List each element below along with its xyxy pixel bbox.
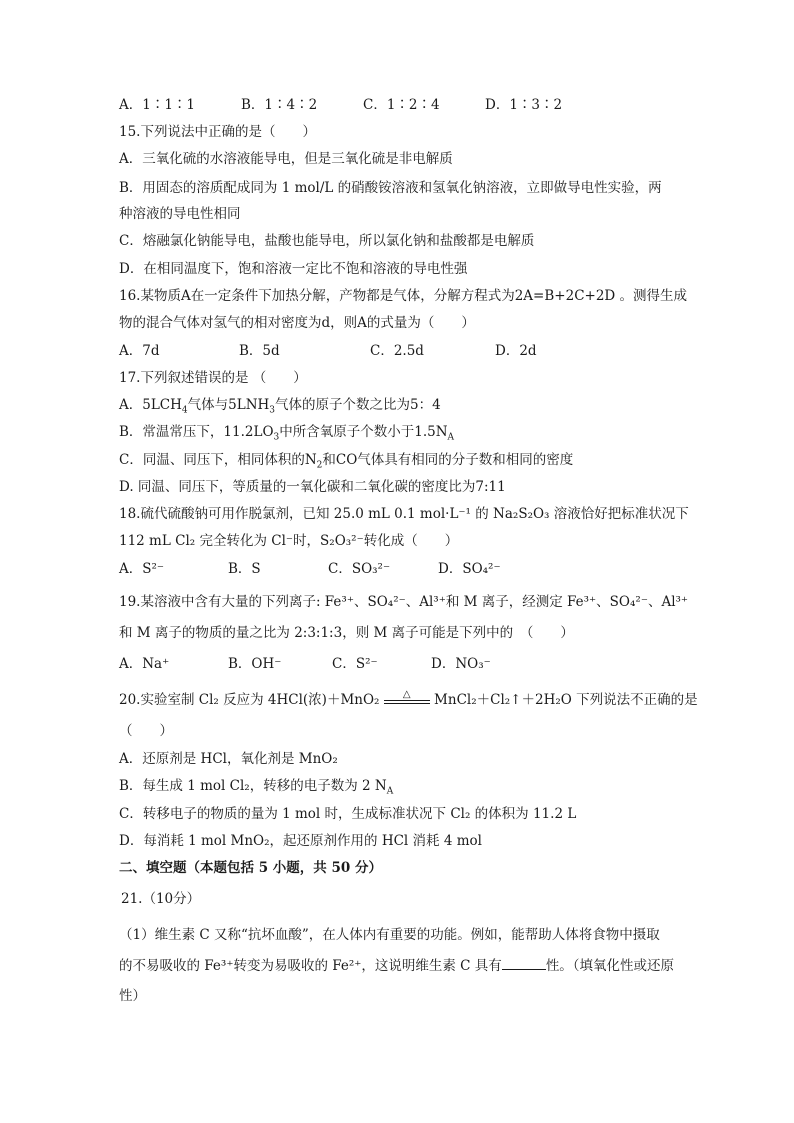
q17-a-text2: 气体与5LNH bbox=[187, 397, 270, 413]
q21-para-line3: 性） bbox=[119, 988, 146, 1004]
q17-b-text2: 中所含氧原子个数小于1.5N bbox=[279, 424, 448, 440]
q18-options bbox=[119, 560, 501, 578]
q20-stem-text2: MnCl₂＋Cl₂↑＋2H₂O 下列说法不正确的是 bbox=[434, 692, 698, 708]
q19-stem-line1: 19.某溶液中含有大量的下列离子: Fe³⁺、SO₄²⁻、Al³⁺和 M 离子，经测定 Fe³⁺、SO₄²⁻、Al³⁺ bbox=[119, 594, 689, 610]
q16-option-c: C．2.5d bbox=[370, 343, 424, 359]
q16-options bbox=[119, 342, 537, 360]
q15-option-d: D．在相同温度下，饱和溶液一定比不饱和溶液的导电性强 bbox=[119, 261, 468, 277]
q17-option-a: A．$5LCH_4$气体与$5LNH_3$气体的原子个数之比为5：4 bbox=[119, 397, 441, 416]
heat-condition-symbol: △ bbox=[402, 688, 411, 700]
q21-line2-text2: 性。（填氧化性或还原 bbox=[545, 958, 675, 974]
q14-option-a: A．1∶1∶1 bbox=[119, 97, 196, 113]
q16-option-b: B．5d bbox=[239, 343, 280, 359]
q17-c-text2: 和CO气体具有相同的分子数和相同的密度 bbox=[322, 452, 574, 468]
q17-b-sub: A bbox=[447, 432, 455, 443]
q20-b-sub: A bbox=[386, 786, 394, 797]
q18-stem-line2: 112 mL Cl₂ 完全转化为 Cl⁻时，S₂O₃²⁻转化成（ ） bbox=[119, 533, 459, 549]
q15-stem: 15.下列说法中正确的是（ ） bbox=[119, 124, 316, 140]
q19-options bbox=[119, 655, 491, 673]
q15-option-c: C．熔融氯化钠能导电，盐酸也能导电，所以氯化钠和盐酸都是电解质 bbox=[119, 233, 535, 249]
q21-para-line1: （1）维生素 C 又称“抗坏血酸”，在人体内有重要的功能。例如，能帮助人体将食物中摄取 bbox=[119, 927, 660, 943]
q16-stem-line1: 16.某物质A在一定条件下加热分解，产物都是气体，分解方程式为2A=B+2C+2D 。测得生成 bbox=[119, 288, 688, 304]
q20-stem-text1: 20.实验室制 Cl₂ 反应为 4HCl(浓)＋MnO₂ bbox=[119, 692, 380, 708]
section-heading: 二、填空题（本题包括 5 小题，共 50 分） bbox=[119, 860, 382, 876]
q14-options bbox=[119, 96, 562, 114]
q19-option-b: B．OH⁻ bbox=[228, 656, 282, 672]
q18-option-d: D．SO₄²⁻ bbox=[438, 561, 501, 577]
q16-option-d: D．2d bbox=[495, 343, 537, 359]
q18-option-b: B．S bbox=[228, 561, 261, 577]
q21-para-line2 bbox=[119, 957, 674, 975]
q18-option-c: C．SO₃²⁻ bbox=[328, 561, 391, 577]
q20-b-text: B．每生成 1 mol Cl₂，转移的电子数为 2 N bbox=[119, 778, 387, 794]
q16-stem-line2: 物的混合气体对氢气的相对密度为d，则A的式量为（ ） bbox=[119, 315, 475, 331]
q17-stem: 17.下列叙述错误的是 （ ） bbox=[119, 370, 307, 386]
q20-stem bbox=[119, 688, 698, 709]
q17-a-text3: 气体的原子个数之比为5：4 bbox=[275, 397, 441, 413]
q14-option-c: C．1∶2∶4 bbox=[363, 97, 440, 113]
q17-c-text1: C．同温、同压下，相同体积的N bbox=[119, 452, 317, 468]
q20-option-b bbox=[119, 777, 393, 795]
q16-option-a: A．7d bbox=[119, 343, 160, 359]
q15-option-b-line2: 种溶液的导电性相同 bbox=[119, 206, 241, 222]
q17-a-text1: A．5LCH bbox=[119, 397, 182, 413]
reaction-arrow bbox=[384, 688, 430, 704]
q19-option-c: C．S²⁻ bbox=[332, 656, 378, 672]
q17-option-d: D. 同温、同压下，等质量的一氧化碳和二氧化碳的密度比为7:11 bbox=[119, 479, 506, 495]
q17-option-b: B．常温常压下，$11.2LO_3$中所含氧原子个数小于$1.5N_A$ bbox=[119, 424, 455, 443]
q18-stem-line1: 18.硫代硫酸钠可用作脱氯剂，已知 25.0 mL 0.1 mol·L⁻¹ 的 Na₂S₂O₃ 溶液恰好把标准状况下 bbox=[119, 506, 689, 522]
q15-option-b-line1: B．用固态的溶质配成同为 1 mol/L 的硝酸铵溶液和氢氧化钠溶液，立即做导电性实验，两 bbox=[119, 180, 662, 196]
q17-option-c: C．同温、同压下，相同体积的$N_2$和CO气体具有相同的分子数和相同的密度 bbox=[119, 452, 574, 471]
q20-option-a: A．还原剂是 HCl，氧化剂是 MnO₂ bbox=[119, 751, 338, 767]
q21-line2-text1: 的不易吸收的 Fe³⁺转变为易吸收的 Fe²⁺，这说明维生素 C 具有 bbox=[119, 958, 502, 974]
q15-option-a: A．三氧化硫的水溶液能导电，但是三氧化硫是非电解质 bbox=[119, 151, 453, 167]
q20-option-c: C．转移电子的物质的量为 1 mol 时，生成标准状况下 Cl₂ 的体积为 11.2 L bbox=[119, 806, 577, 822]
fill-in-blank[interactable] bbox=[502, 957, 546, 970]
q20-option-d: D．每消耗 1 mol MnO₂，起还原剂作用的 HCl 消耗 4 mol bbox=[119, 833, 482, 849]
q19-stem-line2: 和 M 离子的物质的量之比为 2:3:1:3，则 M 离子可能是下列中的 （ ） bbox=[119, 625, 574, 641]
q19-option-a: A．Na⁺ bbox=[119, 656, 170, 672]
q21-heading: 21.（10分） bbox=[121, 891, 201, 907]
q17-b-text1: B．常温常压下，11.2LO bbox=[119, 424, 274, 440]
q19-option-d: D．NO₃⁻ bbox=[431, 656, 491, 672]
q14-option-b: B．1∶4∶2 bbox=[241, 97, 318, 113]
q18-option-a: A．S²⁻ bbox=[119, 561, 165, 577]
q14-option-d: D．1∶3∶2 bbox=[485, 97, 563, 113]
q20-answer-paren: （ ） bbox=[119, 723, 173, 739]
